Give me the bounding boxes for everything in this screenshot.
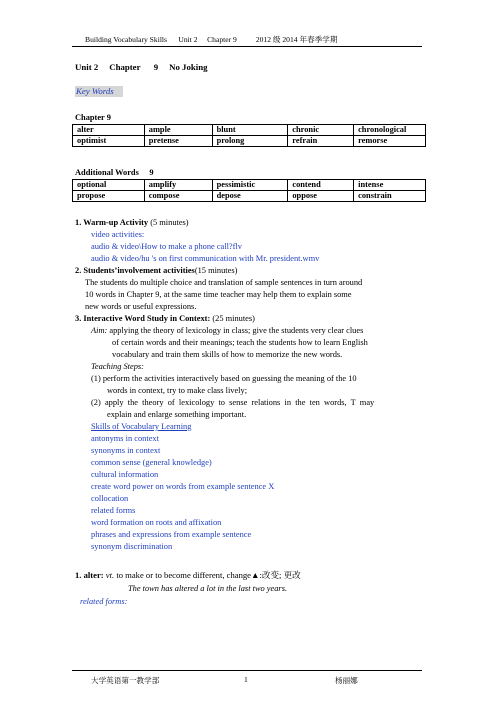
- section2-line: new words or useful expressions.: [85, 302, 197, 311]
- step-line: (1) perform the activities interactively based on guessing the meaning of the 10: [91, 374, 357, 383]
- header-term: 2012 级 2014 年春季学期: [255, 35, 338, 44]
- step-line: explain and enlarge something important.: [107, 410, 247, 419]
- header-unit: Unit 2: [178, 35, 198, 44]
- key-words-label: Key Words: [75, 86, 123, 97]
- table-cell: ample: [144, 125, 212, 136]
- table-cell: optimist: [73, 136, 145, 147]
- footer-left: 大学英语第一教学部: [91, 676, 160, 685]
- table-cell: depose: [212, 191, 288, 202]
- table-row: [73, 125, 426, 136]
- additional-words-label: [75, 167, 154, 179]
- chapter9-label: Chapter 9: [75, 113, 111, 122]
- aim-line: of certain words and their meanings; teach the students how to learn English: [112, 338, 368, 347]
- additional-word-table: [72, 179, 426, 202]
- entry-pos: vt.: [105, 570, 115, 580]
- skill-item: synonyms in context: [91, 446, 161, 455]
- aim-line: vocabulary and train them skills of how to memorize the new words.: [112, 350, 343, 359]
- table-row: [73, 136, 426, 147]
- section2-line: The students do multiple choice and translation of sample sentences in turn around: [85, 278, 363, 287]
- section1-title: 1. Warm-up Activity: [75, 218, 149, 227]
- entry-head: 1. alter:: [75, 570, 104, 580]
- section2-line: 10 words in Chapter 9, at the same time teacher may help them to explain some: [85, 290, 352, 299]
- table-cell: blunt: [212, 125, 288, 136]
- chapter9-word-table: [72, 124, 426, 147]
- skill-item: word formation on roots and affixation: [91, 518, 222, 527]
- table-cell: pessimistic: [212, 180, 288, 191]
- table-cell: chronic: [288, 125, 354, 136]
- video-link-president[interactable]: audio & video/hu 's on first communication with Mr. president.wmv: [91, 254, 320, 263]
- table-cell: constrain: [354, 191, 426, 202]
- skill-item: antonyms in context: [91, 434, 159, 443]
- section2-time: (15 minutes): [194, 266, 238, 275]
- table-cell: prolong: [212, 136, 288, 147]
- page-header: [85, 34, 337, 45]
- section1-heading: [75, 217, 189, 229]
- video-link-phone-call[interactable]: audio & video\How to make a phone call?flv: [91, 242, 242, 251]
- page-title: [75, 62, 207, 74]
- table-cell: optional: [73, 180, 145, 191]
- page-number: 1: [244, 675, 248, 684]
- title-chapter: Chapter: [109, 62, 141, 72]
- step-line: (2) apply the theory of lexicology to sense relations in the ten words, T may: [91, 398, 375, 407]
- skill-item: common sense (general knowledge): [91, 458, 212, 467]
- skill-item: synonym discrimination: [91, 542, 173, 551]
- title-unit: Unit 2: [75, 62, 99, 72]
- table-cell: alter: [73, 125, 145, 136]
- entry-alter: [75, 570, 301, 582]
- skill-item: cultural information: [91, 470, 159, 479]
- additional-label-text: Additional Words: [75, 168, 139, 177]
- header-course: Building Vocabulary Skills: [85, 35, 167, 44]
- video-activities-label: video activities:: [91, 230, 145, 239]
- table-cell: propose: [73, 191, 145, 202]
- aim-label: Aim:: [91, 326, 108, 335]
- footer-rule: [72, 670, 422, 671]
- aim-line: [91, 325, 363, 337]
- step-line: words in context, try to make class lively;: [107, 386, 248, 395]
- table-cell: pretense: [144, 136, 212, 147]
- teaching-steps-label: Teaching Steps:: [91, 362, 144, 371]
- header-rule: [72, 46, 422, 47]
- section3-time: (25 minutes): [212, 314, 255, 323]
- section3-title: 3. Interactive Word Study in Context:: [75, 314, 211, 323]
- table-cell: oppose: [288, 191, 354, 202]
- table-cell: remorse: [354, 136, 426, 147]
- additional-label-no: 9: [149, 168, 154, 177]
- aim-text: applying the theory of lexicology in class; give the students very clear clues: [109, 326, 364, 335]
- skill-item: related forms: [91, 506, 136, 515]
- skill-item: collocation: [91, 494, 129, 503]
- footer-right: 杨丽娜: [335, 676, 358, 685]
- section2-title: 2. Students’involvement activities: [75, 266, 195, 275]
- table-cell: compose: [144, 191, 212, 202]
- section2-heading: [75, 265, 237, 277]
- related-forms-label: related forms:: [80, 597, 128, 606]
- header-chapter: Chapter 9: [207, 35, 237, 44]
- entry-example: The town has altered a lot in the last two years.: [128, 584, 288, 593]
- section1-time: (5 minutes): [150, 218, 189, 227]
- title-chapter-no: 9: [153, 62, 159, 72]
- skills-title-link[interactable]: Skills of Vocabulary Learning: [91, 422, 192, 431]
- table-cell: chronological: [354, 125, 426, 136]
- table-cell: amplify: [144, 180, 212, 191]
- table-cell: contend: [288, 180, 354, 191]
- title-name: No Joking: [169, 62, 208, 72]
- section3-heading: [75, 313, 255, 325]
- entry-definition: to make or to become different, change▲:改变; 更改: [116, 570, 301, 580]
- table-row: [73, 191, 426, 202]
- table-cell: refrain: [288, 136, 354, 147]
- table-cell: intense: [354, 180, 426, 191]
- skill-item: create word power on words from example sentence X: [91, 482, 275, 491]
- table-row: [73, 180, 426, 191]
- skill-item: phrases and expressions from example sentence: [91, 530, 252, 539]
